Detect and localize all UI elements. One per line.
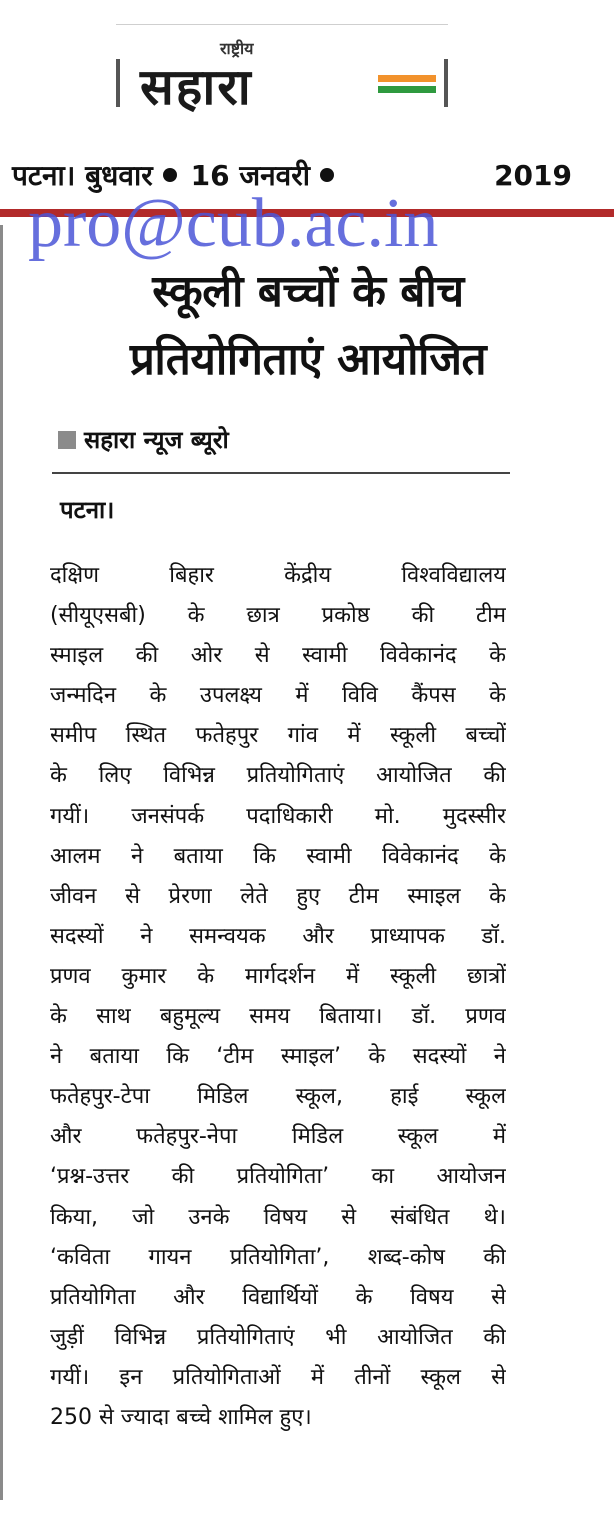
dateline-date: 16 जनवरी bbox=[190, 159, 310, 192]
article-line: गयीं। इन प्रतियोगिताओं में तीनों स्कूल से bbox=[50, 1364, 506, 1390]
article-line: ‘प्रश्न-उत्तर की प्रतियोगिता’ का आयोजन bbox=[50, 1164, 506, 1190]
article-line: जन्मदिन के उपलक्ष्य में विवि कैंपस के bbox=[50, 683, 506, 709]
article-line: फतेहपुर-टेपा मिडिल स्कूल, हाई स्कूल bbox=[50, 1084, 506, 1110]
article-line: सदस्यों ने समन्वयक और प्राध्यापक डॉ. bbox=[50, 923, 506, 949]
masthead bbox=[116, 24, 448, 116]
headline bbox=[48, 258, 568, 394]
article-line: और फतेहपुर-नेपा मिडिल स्कूल में bbox=[50, 1124, 506, 1150]
article-line: के लिए विभिन्न प्रतियोगिताएं आयोजित की bbox=[50, 763, 506, 789]
masthead-right-bar bbox=[444, 59, 448, 107]
article-line: जीवन से प्रेरणा लेते हुए टीम स्माइल के bbox=[50, 883, 506, 909]
masthead-left-bar bbox=[116, 59, 120, 107]
headline-line-2: प्रतियोगिताएं आयोजित bbox=[129, 334, 487, 385]
article-line: किया, जो उनके विषय से संबंधित थे। bbox=[50, 1204, 506, 1230]
byline-rule bbox=[52, 472, 510, 474]
bullet-icon bbox=[320, 168, 334, 182]
green-stripe bbox=[378, 86, 436, 93]
column-rule bbox=[0, 225, 3, 1500]
article-line: गयीं। जनसंपर्क पदाधिकारी मो. मुदस्सीर bbox=[50, 803, 506, 829]
bullet-icon bbox=[163, 168, 177, 182]
dateline-year: 2019 bbox=[494, 159, 572, 192]
article-line: आलम ने बताया कि स्वामी विवेकानंद के bbox=[50, 843, 506, 869]
article-line: ‘कविता गायन प्रतियोगिता’, शब्द-कोष की bbox=[50, 1244, 506, 1270]
article-line: जुड़ीं विभिन्न प्रतियोगिताएं भी आयोजित की bbox=[50, 1324, 506, 1350]
masthead-title: सहारा bbox=[140, 58, 253, 116]
article-line: 250 से ज्यादा बच्चे शामिल हुए। bbox=[50, 1404, 312, 1430]
article-line: दक्षिण बिहार केंद्रीय विश्वविद्यालय bbox=[50, 563, 506, 588]
email-watermark: pro@cub.ac.in bbox=[28, 185, 439, 262]
article-line: समीप स्थित फतेहपुर गांव में स्कूली बच्चों bbox=[50, 723, 506, 749]
article-line: के साथ बहुमूल्य समय बिताया। डॉ. प्रणव bbox=[50, 1004, 506, 1030]
tricolor-flag-icon bbox=[378, 75, 436, 97]
saffron-stripe bbox=[378, 75, 436, 82]
article-line: प्रतियोगिता और विद्यार्थियों के विषय से bbox=[50, 1284, 506, 1310]
headline-line-1: स्कूली बच्चों के बीच bbox=[152, 266, 464, 317]
byline-text: सहारा न्यूज ब्यूरो bbox=[84, 426, 229, 454]
dateline-place-day: पटना। बुधवार bbox=[12, 159, 153, 192]
byline bbox=[58, 420, 229, 460]
article-line: प्रणव कुमार के मार्गदर्शन में स्कूली छात्रों bbox=[50, 963, 506, 989]
article-body bbox=[50, 556, 506, 1438]
article-line: स्माइल की ओर से स्वामी विवेकानंद के bbox=[50, 643, 506, 669]
article-line: ने बताया कि ‘टीम स्माइल’ के सदस्यों ने bbox=[50, 1044, 506, 1070]
article-line: (सीयूएसबी) के छात्र प्रकोष्ठ की टीम bbox=[50, 603, 506, 629]
masthead-subtitle: राष्ट्रीय bbox=[220, 39, 254, 58]
square-bullet-icon bbox=[58, 431, 76, 449]
dateline-place: पटना। bbox=[60, 496, 115, 524]
